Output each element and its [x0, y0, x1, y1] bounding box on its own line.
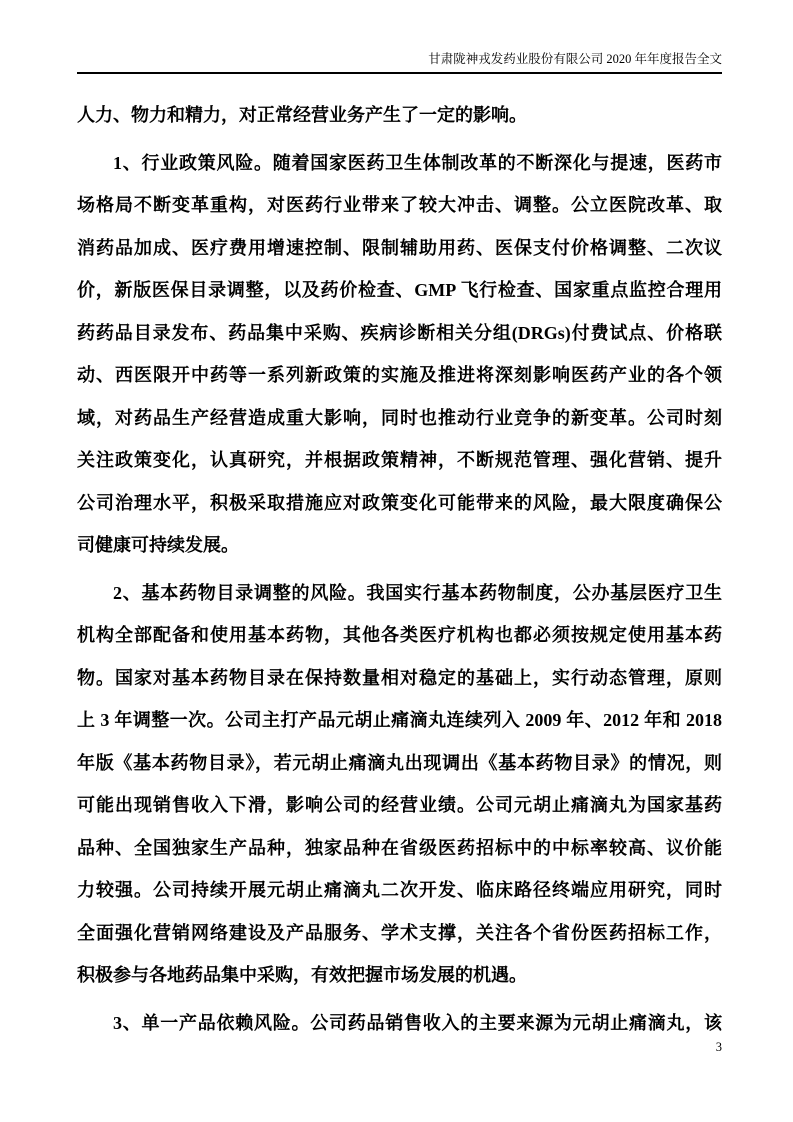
body-line: 场格局不断变革重构，对医药行业带来了较大冲击、调整。公立医院改革、取 — [77, 195, 722, 215]
body-line: 人力、物力和精力，对正常经营业务产生了一定的影响。 — [77, 105, 527, 125]
body-line: 上 3 年调整一次。公司主打产品元胡止痛滴丸连续列入 2009 年、2012 年和 2018 — [77, 710, 722, 730]
body-line: 积极参与各地药品集中采购，有效把握市场发展的机遇。 — [77, 965, 527, 985]
body-line: 1、行业政策风险。随着国家医药卫生体制改革的不断深化与提速，医药市 — [113, 152, 722, 173]
body-line: 2、基本药物目录调整的风险。我国实行基本药物制度，公办基层医疗卫生 — [113, 582, 722, 603]
body-line: 物。国家对基本药物目录在保持数量相对稳定的基础上，实行动态管理，原则 — [77, 667, 722, 688]
body-line: 全面强化营销网络建设及产品服务、学术支撑，关注各个省份医药招标工作， — [77, 922, 722, 943]
body-line: 品种、全国独家生产品种，独家品种在省级医药招标中的中标率较高、议价能 — [77, 837, 722, 858]
body-line: 年版《基本药物目录》，若元胡止痛滴丸出现调出《基本药物目录》的情况，则 — [77, 752, 722, 773]
body-line: 关注政策变化，认真研究，并根据政策精神，不断规范管理、强化营销、提升 — [77, 450, 722, 470]
body-line: 力较强。公司持续开展元胡止痛滴丸二次开发、临床路径终端应用研究，同时 — [77, 880, 722, 900]
document-body — [77, 94, 722, 1044]
body-line: 药药品目录发布、药品集中采购、疾病诊断相关分组(DRGs)付费试点、价格联 — [77, 322, 722, 343]
body-line: 域，对药品生产经营造成重大影响，同时也推动行业竞争的新变革。公司时刻 — [77, 407, 722, 428]
body-line: 消药品加成、医疗费用增速控制、限制辅助用药、医保支付价格调整、二次议 — [77, 237, 722, 258]
page-header — [77, 52, 722, 74]
body-line: 机构全部配备和使用基本药物，其他各类医疗机构也都必须按规定使用基本药 — [77, 625, 722, 645]
page-number: 3 — [715, 1040, 722, 1054]
body-line: 可能出现销售收入下滑，影响公司的经营业绩。公司元胡止痛滴丸为国家基药 — [77, 795, 722, 815]
body-line: 价，新版医保目录调整，以及药价检查、GMP 飞行检查、国家重点监控合理用 — [77, 280, 722, 300]
body-line: 3、单一产品依赖风险。公司药品销售收入的主要来源为元胡止痛滴丸，该 — [113, 1012, 722, 1033]
body-line: 公司治理水平，积极采取措施应对政策变化可能带来的风险，最大限度确保公 — [77, 492, 722, 513]
header-title: 甘肃陇神戎发药业股份有限公司 2020 年年度报告全文 — [428, 52, 722, 66]
body-line: 动、西医限开中药等一系列新政策的实施及推进将深刻影响医药产业的各个领 — [77, 365, 722, 385]
body-line: 司健康可持续发展。 — [77, 535, 239, 555]
